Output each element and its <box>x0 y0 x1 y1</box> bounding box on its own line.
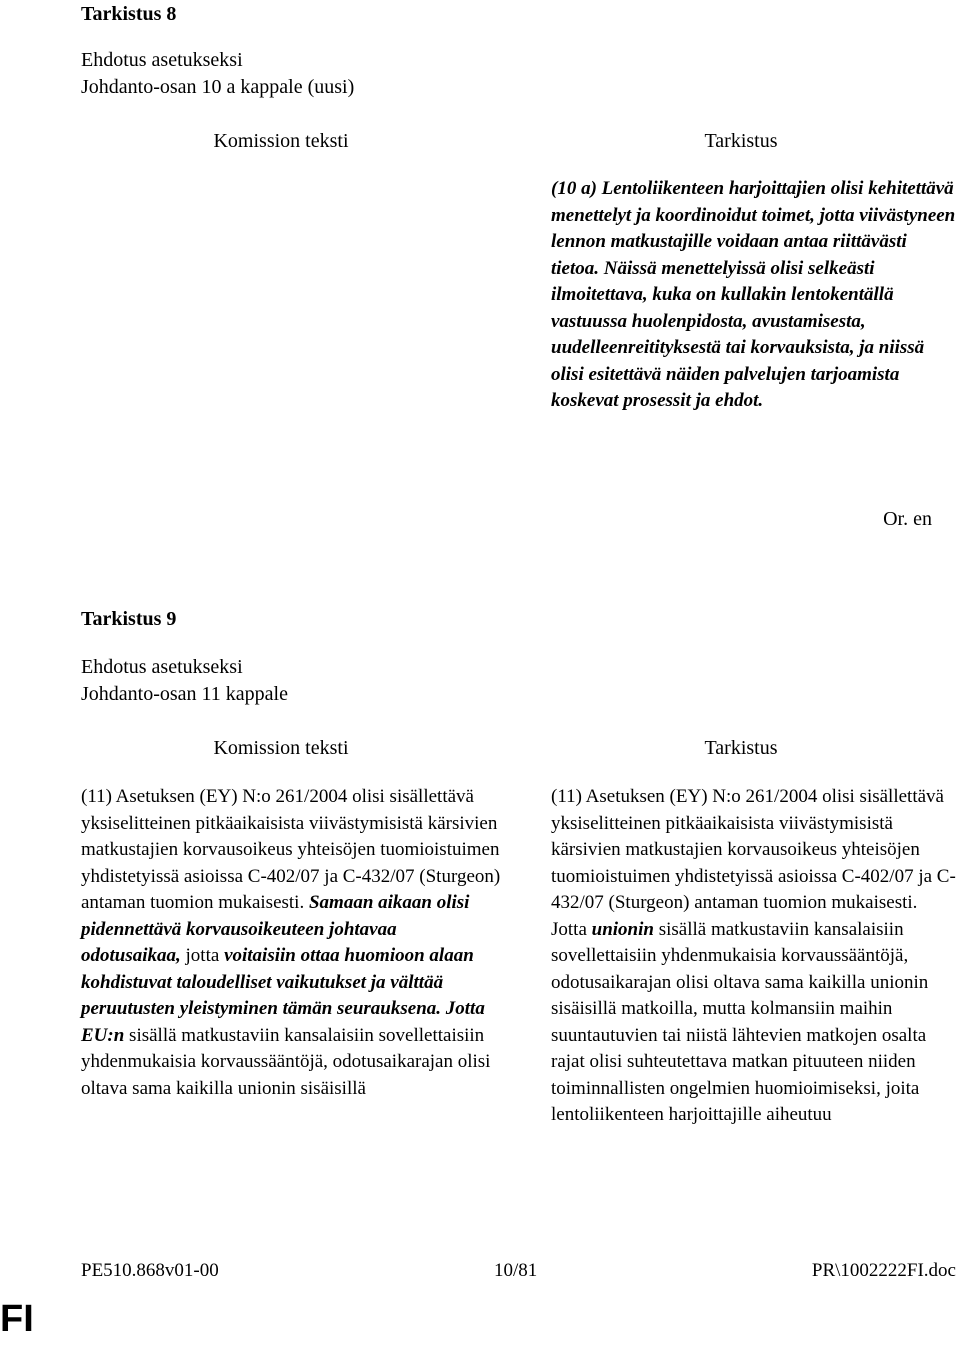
amendment-text-part: Näissä menettelyissä olisi selkeästi ilmoitettava, kuka on kullakin lentokentällä vastuussa huolenpidosta, avustamisesta, uudelleenreitityksestä tai korvauksista, ja niissä olisi esitettävä näiden palvelujen tarjoamista koskevat prosessit ja ehdot. <box>551 257 925 411</box>
amendment-location: Johdanto-osan 11 kappale <box>81 683 288 705</box>
commission-text <box>81 784 501 1102</box>
proposal-label: Ehdotus asetukseksi <box>81 49 243 71</box>
amendment-heading: Tarkistus 9 <box>81 608 177 630</box>
text-segment: sisällä matkustaviin kansalaisiin sovellettaisiin yhdenmukaisia korvaussääntöjä, odotusaikarajan olisi oltava sama kaikilla unionin sisäisillä <box>81 1024 491 1099</box>
changed-text-segment: voitaisiin ottaa huomioon alaan kohdistuvat taloudelliset vaikutukset ja välttää peruutusten yleistyminen tämän seurauksena. Jotta EU:n <box>81 945 485 1046</box>
proposal-label: Ehdotus asetukseksi <box>81 656 243 678</box>
text-segment: (11) Asetuksen (EY) N:o 261/2004 olisi sisällettävä yksiselitteinen pitkäaikaisista viivästymisistä kärsivien matkustajien korvausoikeus yhteisöjen tuomioistuimen yhdistetyissä asioissa C-402/07 ja C-432/07 (Sturgeon) antaman tuomion mukaisesti. <box>81 786 501 913</box>
amendment-text <box>551 176 956 415</box>
text-segment: sisällä matkustaviin kansalaisiin sovellettaisiin yhdenmukaisia korvaussääntöjä, odotusaikarajan olisi oltava sama kaikilla unionin sisäisillä matkoilla, mutta kolmansiin maihin suuntautuvien tai niistä lähtevien matkojen osalta rajat olisi suhteutettava matkan pituuteen niiden toiminnallisten ongelmien huomioimiseksi, joita lentoliikenteen harjoittajille aiheutuu <box>551 918 929 1125</box>
amendment-column-title: Tarkistus <box>704 130 778 152</box>
language-marker: FI <box>0 1298 34 1340</box>
amendment-column-title: Tarkistus <box>704 737 778 759</box>
amendment-text-part: (10 a) Lentoliikenteen harjoittajien olisi kehitettävä menettelyt ja koordinoidut toimet, jotta viivästyneen lennon matkustajille voidaan antaa riittävästi tietoa. <box>551 178 956 279</box>
text-segment: (11) Asetuksen (EY) N:o 261/2004 olisi sisällettävä yksiselitteinen pitkäaikaisista viivästymisistä kärsivien matkustajien korvausoikeus yhteisöjen tuomioistuimen yhdistetyissä asioissa C-402/07 ja C-432/07 (Sturgeon) antaman tuomion mukaisesti. Jotta <box>551 786 956 940</box>
document-reference: PE510.868v01-00 <box>81 1260 219 1281</box>
original-language: Or. en <box>883 508 932 530</box>
commission-text-title: Komission teksti <box>213 737 349 759</box>
amendment-location: Johdanto-osan 10 a kappale (uusi) <box>81 76 355 98</box>
amendment-text <box>551 784 956 1129</box>
commission-text-title: Komission teksti <box>213 130 349 152</box>
changed-text-segment: unionin <box>591 918 654 940</box>
text-segment: jotta <box>180 945 225 966</box>
page-number: 10/81 <box>494 1260 538 1281</box>
amendment-heading: Tarkistus 8 <box>81 3 177 25</box>
file-name: PR\1002222FI.doc <box>811 1260 956 1281</box>
changed-text-segment: Samaan aikaan olisi pidennettävä korvausoikeuteen johtavaa odotusaikaa, <box>81 892 470 966</box>
